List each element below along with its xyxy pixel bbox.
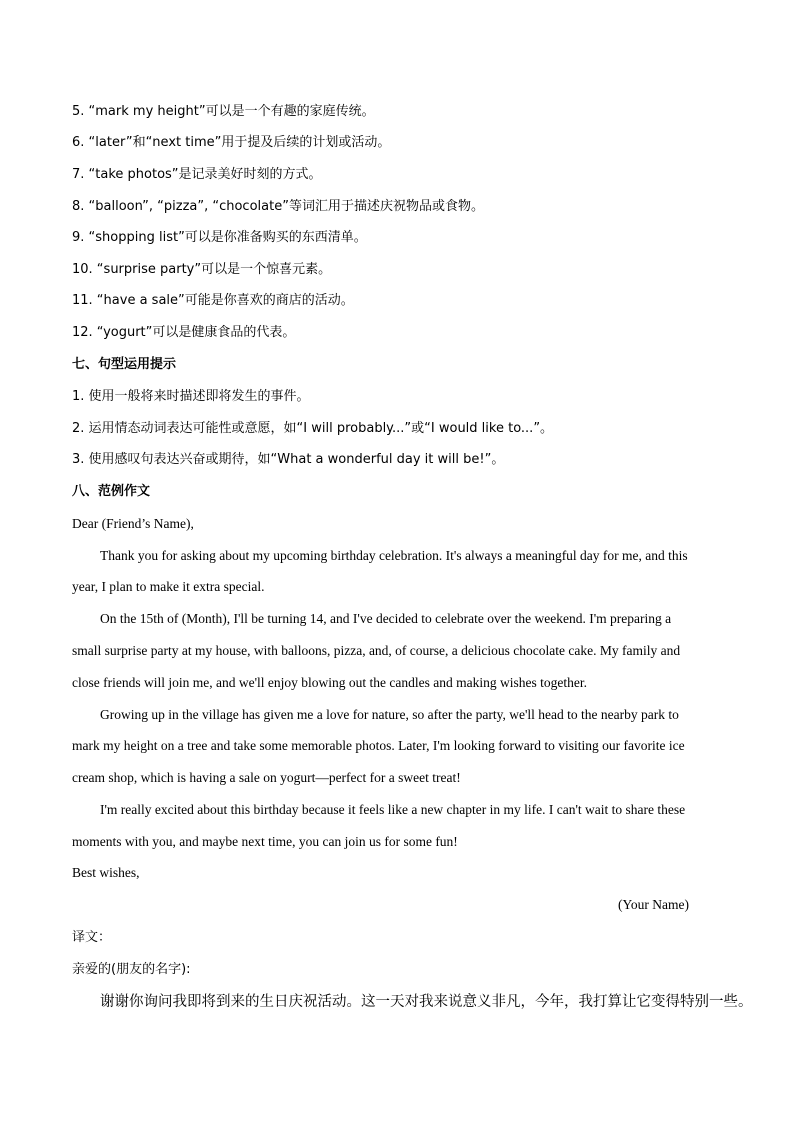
vocab-tip-7: 7. “take photos”是记录美好时刻的方式。 <box>72 167 322 182</box>
essay-line: Growing up in the village has given me a love for nature, so after the party, we'll head to the nearby park to <box>100 707 679 722</box>
vocab-tip-10: 10. “surprise party”可以是一个惊喜元素。 <box>72 262 332 277</box>
vocab-tip-9: 9. “shopping list”可以是你准备购买的东西清单。 <box>72 230 367 245</box>
sentence-tips-heading: 七、句型运用提示 <box>72 357 177 372</box>
essay-salutation: Dear (Friend’s Name), <box>72 516 194 531</box>
vocab-tip-6: 6. “later”和“next time”用于提及后续的计划或活动。 <box>72 135 391 150</box>
sample-essay-heading: 八、范例作文 <box>72 484 151 499</box>
essay-line: cream shop, which is having a sale on yogurt—perfect for a sweet treat! <box>72 770 461 785</box>
vocab-tip-12: 12. “yogurt”可以是健康食品的代表。 <box>72 325 296 340</box>
essay-line: Thank you for asking about my upcoming birthday celebration. It's always a meaningful day for me, and this <box>100 548 688 563</box>
essay-line: mark my height on a tree and take some memorable photos. Later, I'm looking forward to visiting our favorite ice <box>72 738 685 753</box>
vocab-tip-11: 11. “have a sale”可能是你喜欢的商店的活动。 <box>72 293 354 308</box>
essay-line: year, I plan to make it extra special. <box>72 579 265 594</box>
sentence-tip-3: 3. 使用感叹句表达兴奋或期待，如“What a wonderful day it will be!”。 <box>72 452 505 467</box>
sentence-tip-2: 2. 运用情态动词表达可能性或意愿，如“I will probably...”或“I would like to...”。 <box>72 421 554 436</box>
essay-line: On the 15th of (Month), I'll be turning 14, and I've decided to celebrate over the weekend. I'm preparing a <box>100 611 672 626</box>
essay-closing: Best wishes, <box>72 865 140 880</box>
translation-line: 谢谢你询问我即将到来的生日庆祝活动。这一天对我来说意义非凡，今年，我打算让它变得特别一些。 <box>100 994 753 1010</box>
essay-line: small surprise party at my house, with balloons, pizza, and, of course, a delicious chocolate cake. My family and <box>72 643 681 658</box>
vocab-tip-5: 5. “mark my height”可以是一个有趣的家庭传统。 <box>72 104 375 119</box>
translation-salutation: 亲爱的(朋友的名字): <box>72 962 191 977</box>
sentence-tip-1: 1. 使用一般将来时描述即将发生的事件。 <box>72 389 310 404</box>
essay-line: moments with you, and maybe next time, you can join us for some fun! <box>72 834 458 849</box>
translation-label: 译文： <box>72 930 112 945</box>
essay-line: close friends will join me, and we'll enjoy blowing out the candles and making wishes together. <box>72 675 587 690</box>
essay-signature: (Your Name) <box>618 897 689 912</box>
vocab-tip-8: 8. “balloon”, “pizza”, “chocolate”等词汇用于描述庆祝物品或食物。 <box>72 199 484 214</box>
essay-line: I'm really excited about this birthday because it feels like a new chapter in my life. I can't wait to share these <box>100 802 686 817</box>
